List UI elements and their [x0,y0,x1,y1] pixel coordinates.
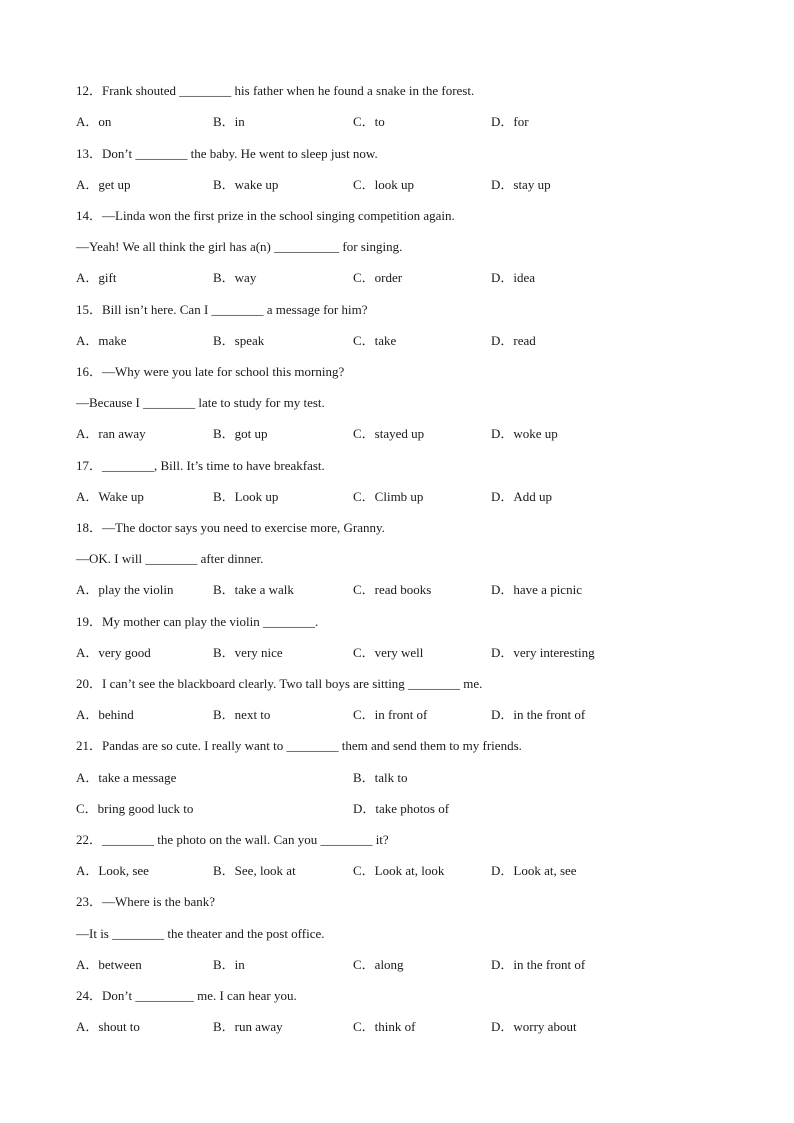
question-16-option-a: A．ran away [76,426,146,441]
question-17-option-a: A．Wake up [76,489,144,504]
question-21-stem: 21．Pandas are so cute. I really want to ________ them and send them to my friends. [76,738,522,753]
question-18-stem-reply: —OK. I will ________ after dinner. [76,551,264,566]
question-24-option-d: D．worry about [491,1019,577,1034]
question-23-stem: 23．—Where is the bank? [76,894,215,909]
question-20-option-d: D．in the front of [491,707,586,722]
question-18-stem: 18．—The doctor says you need to exercise more, Granny. [76,520,385,535]
question-20-option-b: B．next to [213,707,271,722]
question-18-option-d: D．have a picnic [491,582,582,597]
question-16-stem-reply: —Because I ________ late to study for my test. [76,395,325,410]
question-13-stem: 13．Don’t ________ the baby. He went to sleep just now. [76,146,378,161]
question-16-stem: 16．—Why were you late for school this morning? [76,364,345,379]
question-24-option-c: C．think of [353,1019,416,1034]
question-20-option-a: A．behind [76,707,134,722]
question-17-option-b: B．Look up [213,489,279,504]
question-21-option-c: C．bring good luck to [76,801,194,816]
question-14-stem: 14．—Linda won the first prize in the school singing competition again. [76,208,455,223]
question-19-option-c: C．very well [353,645,424,660]
question-24-option-b: B．run away [213,1019,283,1034]
question-18-option-a: A．play the violin [76,582,174,597]
question-12-option-c: C．to [353,114,385,129]
question-15-option-d: D．read [491,333,536,348]
question-13-option-b: B．wake up [213,177,279,192]
question-19-option-d: D．very interesting [491,645,595,660]
question-15-option-a: A．make [76,333,127,348]
question-23-option-c: C．along [353,957,404,972]
question-23-option-d: D．in the front of [491,957,586,972]
question-19-option-a: A．very good [76,645,151,660]
question-21-option-a: A．take a message [76,770,177,785]
question-12-option-b: B．in [213,114,245,129]
question-18-option-c: C．read books [353,582,432,597]
question-21-option-b: B．talk to [353,770,408,785]
question-14-option-a: A．gift [76,270,117,285]
question-19-option-b: B．very nice [213,645,283,660]
question-13-option-c: C．look up [353,177,415,192]
question-13-option-a: A．get up [76,177,131,192]
question-22-option-c: C．Look at, look [353,863,445,878]
question-17-option-c: C．Climb up [353,489,424,504]
question-23-option-b: B．in [213,957,245,972]
question-15-option-c: C．take [353,333,397,348]
question-12-option-d: D．for [491,114,529,129]
question-23-stem-reply: —It is ________ the theater and the post office. [76,926,325,941]
question-12-option-a: A．on [76,114,112,129]
question-15-option-b: B．speak [213,333,265,348]
question-12-stem: 12．Frank shouted ________ his father when he found a snake in the forest. [76,83,475,98]
question-22-option-b: B．See, look at [213,863,296,878]
question-20-option-c: C．in front of [353,707,428,722]
question-14-option-d: D．idea [491,270,536,285]
question-22-stem: 22．________ the photo on the wall. Can you ________ it? [76,832,389,847]
question-14-option-b: B．way [213,270,257,285]
question-14-option-c: C．order [353,270,403,285]
question-16-option-d: D．woke up [491,426,558,441]
question-16-option-b: B．got up [213,426,268,441]
question-24-stem: 24．Don’t _________ me. I can hear you. [76,988,297,1003]
question-19-stem: 19．My mother can play the violin ________. [76,614,319,629]
question-22-option-a: A．Look, see [76,863,149,878]
question-16-option-c: C．stayed up [353,426,425,441]
question-20-stem: 20．I can’t see the blackboard clearly. Two tall boys are sitting ________ me. [76,676,483,691]
question-18-option-b: B．take a walk [213,582,294,597]
question-24-option-a: A．shout to [76,1019,140,1034]
question-15-stem: 15．Bill isn’t here. Can I ________ a message for him? [76,302,368,317]
question-14-stem-reply: —Yeah! We all think the girl has a(n) __________ for singing. [76,239,403,254]
question-23-option-a: A．between [76,957,142,972]
question-22-option-d: D．Look at, see [491,863,577,878]
question-17-stem: 17．________, Bill. It’s time to have breakfast. [76,458,325,473]
question-17-option-d: D．Add up [491,489,553,504]
question-21-option-d: D．take photos of [353,801,450,816]
question-13-option-d: D．stay up [491,177,551,192]
